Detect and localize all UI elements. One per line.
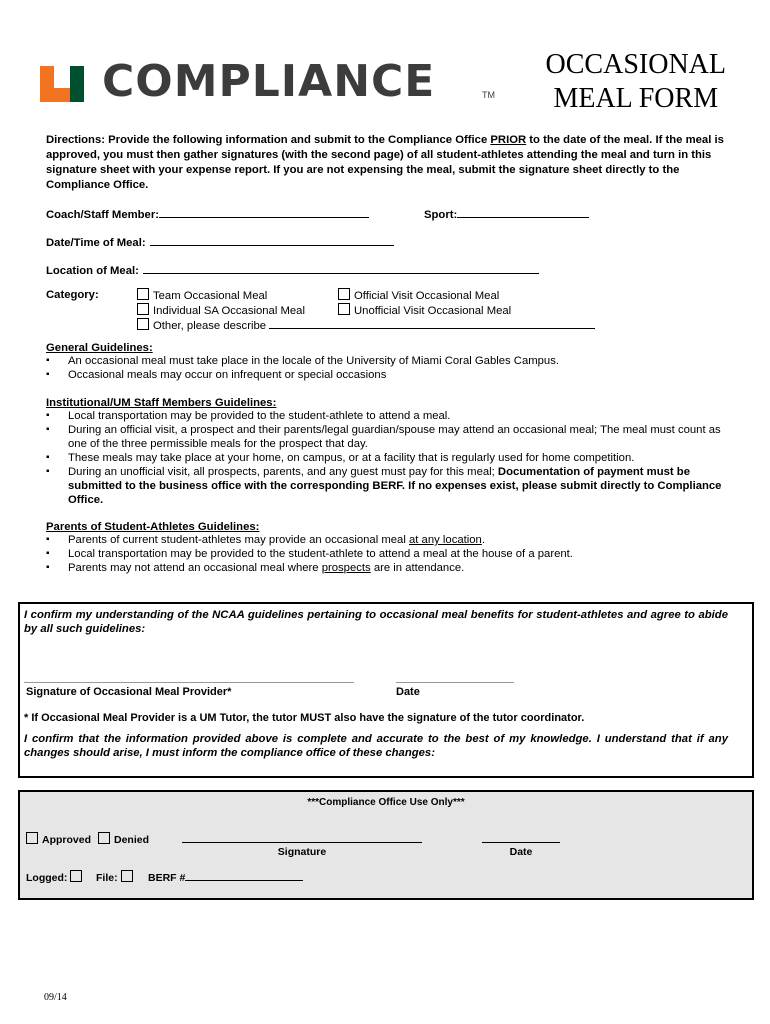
- u-logo-icon: [40, 66, 96, 102]
- provider-date-line[interactable]: [396, 682, 514, 683]
- logo-text: COMPLIANCE: [102, 56, 436, 107]
- parents-item-3-underline: prospects: [321, 562, 371, 574]
- option-other[interactable]: [137, 318, 595, 333]
- official-checkbox[interactable]: [338, 288, 350, 300]
- parents-item-1-end: .: [481, 534, 485, 546]
- logo-trademark: TM: [482, 90, 495, 100]
- coach-field: [46, 205, 369, 221]
- institutional-item-4-bold: Documentation of payment must be submitted to the business office with the corresponding BERF. If no expenses exist, please submit directly to Compliance Office.: [68, 466, 722, 506]
- institutional-item-4-text: During an unofficial visit, all prospects, parents, and any guest must pay for this meal;: [68, 466, 498, 478]
- file-checkbox[interactable]: [121, 870, 133, 882]
- parents-heading: Parents of Student-Athletes Guidelines:: [46, 521, 260, 533]
- unofficial-checkbox[interactable]: [338, 303, 350, 315]
- parents-item-1: [46, 533, 736, 547]
- date-time-field: [46, 233, 394, 249]
- logged-label: Logged:: [26, 872, 68, 884]
- file-option[interactable]: [96, 870, 137, 884]
- directions-text-1: Directions: Provide the following information and submit to the Compliance Office: [46, 134, 491, 146]
- title-line-2: MEAL FORM: [553, 83, 719, 114]
- berf-input-line[interactable]: [185, 870, 303, 881]
- approved-option[interactable]: [26, 832, 91, 846]
- provider-signature-label: Signature of Occasional Meal Provider*: [26, 686, 232, 698]
- general-item-2: ▪ Occasional meals may occur on infrequent or special occasions: [46, 368, 736, 382]
- location-input-line[interactable]: [143, 261, 539, 274]
- team-checkbox[interactable]: [137, 288, 149, 300]
- date-time-input-line[interactable]: [150, 233, 394, 246]
- form-title: [546, 48, 726, 116]
- unofficial-label: Unofficial Visit Occasional Meal: [354, 305, 512, 317]
- category-options-right: [338, 288, 511, 318]
- berf-field: [148, 870, 303, 884]
- parents-item-2: ▪ Local transportation may be provided to the student-athlete to attend a meal at the house of a parent.: [46, 547, 736, 561]
- individual-checkbox[interactable]: [137, 303, 149, 315]
- other-label: Other, please describe: [153, 320, 267, 332]
- sport-field: [424, 205, 589, 221]
- parents-guidelines: [46, 521, 736, 575]
- parents-item-1-text: Parents of current student-athletes may provide an occasional meal: [68, 534, 409, 546]
- logged-checkbox[interactable]: [70, 870, 82, 882]
- tutor-note: * If Occasional Meal Provider is a UM Tutor, the tutor MUST also have the signature of the tutor coordinator.: [24, 712, 585, 724]
- location-field: [46, 261, 539, 277]
- denied-option[interactable]: [98, 832, 149, 846]
- general-heading: General Guidelines:: [46, 342, 153, 354]
- other-checkbox[interactable]: [137, 318, 149, 330]
- parents-item-1-underline: at any location: [408, 534, 482, 546]
- confirmation-box: [18, 602, 754, 778]
- logged-option[interactable]: [26, 870, 86, 884]
- institutional-item-4: [46, 465, 736, 507]
- parents-item-3-text: Parents may not attend an occasional meal where: [68, 562, 322, 574]
- file-label: File:: [96, 872, 118, 884]
- directions-prior: PRIOR: [490, 134, 527, 146]
- form-version: 09/14: [44, 992, 67, 1003]
- office-use-heading: ***Compliance Office Use Only***: [307, 797, 465, 808]
- sport-input-line[interactable]: [457, 205, 589, 218]
- institutional-heading: Institutional/UM Staff Members Guidelines:: [46, 397, 277, 409]
- office-date-label: Date: [509, 846, 533, 858]
- provider-signature-line[interactable]: [24, 682, 354, 683]
- parents-item-3: [46, 561, 736, 575]
- institutional-item-3: ▪ These meals may take place at your home, on campus, or at a facility that is regularly used for home competition.: [46, 451, 736, 465]
- location-label: Location of Meal:: [46, 265, 139, 277]
- compliance-office-box: [18, 790, 754, 900]
- approved-label: Approved: [42, 834, 92, 846]
- general-item-1: ▪ An occasional meal must take place in the locale of the University of Miami Coral Gables Campus.: [46, 354, 736, 368]
- institutional-item-2: ▪ During an official visit, a prospect and their parents/legal guardian/spouse may attend an occasional meal; The meal must count as one of the three permissible meals for the prospect that day.: [46, 423, 736, 451]
- parents-item-3-end: are in attendance.: [370, 562, 465, 574]
- approved-checkbox[interactable]: [26, 832, 38, 844]
- option-unofficial[interactable]: [338, 303, 511, 318]
- institutional-guidelines: [46, 397, 736, 507]
- office-date-line[interactable]: [482, 842, 560, 843]
- directions: [46, 133, 736, 193]
- berf-label: BERF #: [148, 872, 186, 884]
- compliance-logo: [40, 56, 500, 107]
- coach-input-line[interactable]: [159, 205, 369, 218]
- category-label: Category:: [46, 289, 99, 301]
- provider-date-label: Date: [396, 686, 420, 698]
- coach-label: Coach/Staff Member:: [46, 209, 159, 221]
- confirm-statement: I confirm my understanding of the NCAA guidelines pertaining to occasional meal benefits for student-athletes and agree to abide by all such guidelines:: [24, 609, 728, 635]
- sport-label: Sport:: [424, 209, 458, 221]
- denied-checkbox[interactable]: [98, 832, 110, 844]
- institutional-item-1: ▪ Local transportation may be provided to the student-athlete to attend a meal.: [46, 409, 736, 423]
- title-line-1: OCCASIONAL: [545, 49, 726, 80]
- general-guidelines: [46, 342, 736, 382]
- other-describe-line[interactable]: [269, 318, 595, 329]
- final-confirmation: I confirm that the information provided above is complete and accurate to the best of my knowledge. I understand that if any changes should arise, I must inform the compliance office of these changes:: [24, 733, 728, 759]
- date-time-label: Date/Time of Meal:: [46, 237, 146, 249]
- option-official[interactable]: [338, 288, 511, 303]
- office-signature-line[interactable]: [182, 842, 422, 843]
- individual-label: Individual SA Occasional Meal: [153, 305, 305, 317]
- denied-label: Denied: [114, 834, 150, 846]
- team-label: Team Occasional Meal: [153, 290, 268, 302]
- office-signature-label: Signature: [277, 846, 327, 858]
- directions-text-2: to the date of the meal. If the meal is approved, you must then gather signatures (with the second page) of all student-athletes attending the meal and turn in this signature sheet with your expense report. If you are not expensing the meal, submit the signature sheet directly to the Compliance Office.: [46, 134, 724, 191]
- official-label: Official Visit Occasional Meal: [354, 290, 500, 302]
